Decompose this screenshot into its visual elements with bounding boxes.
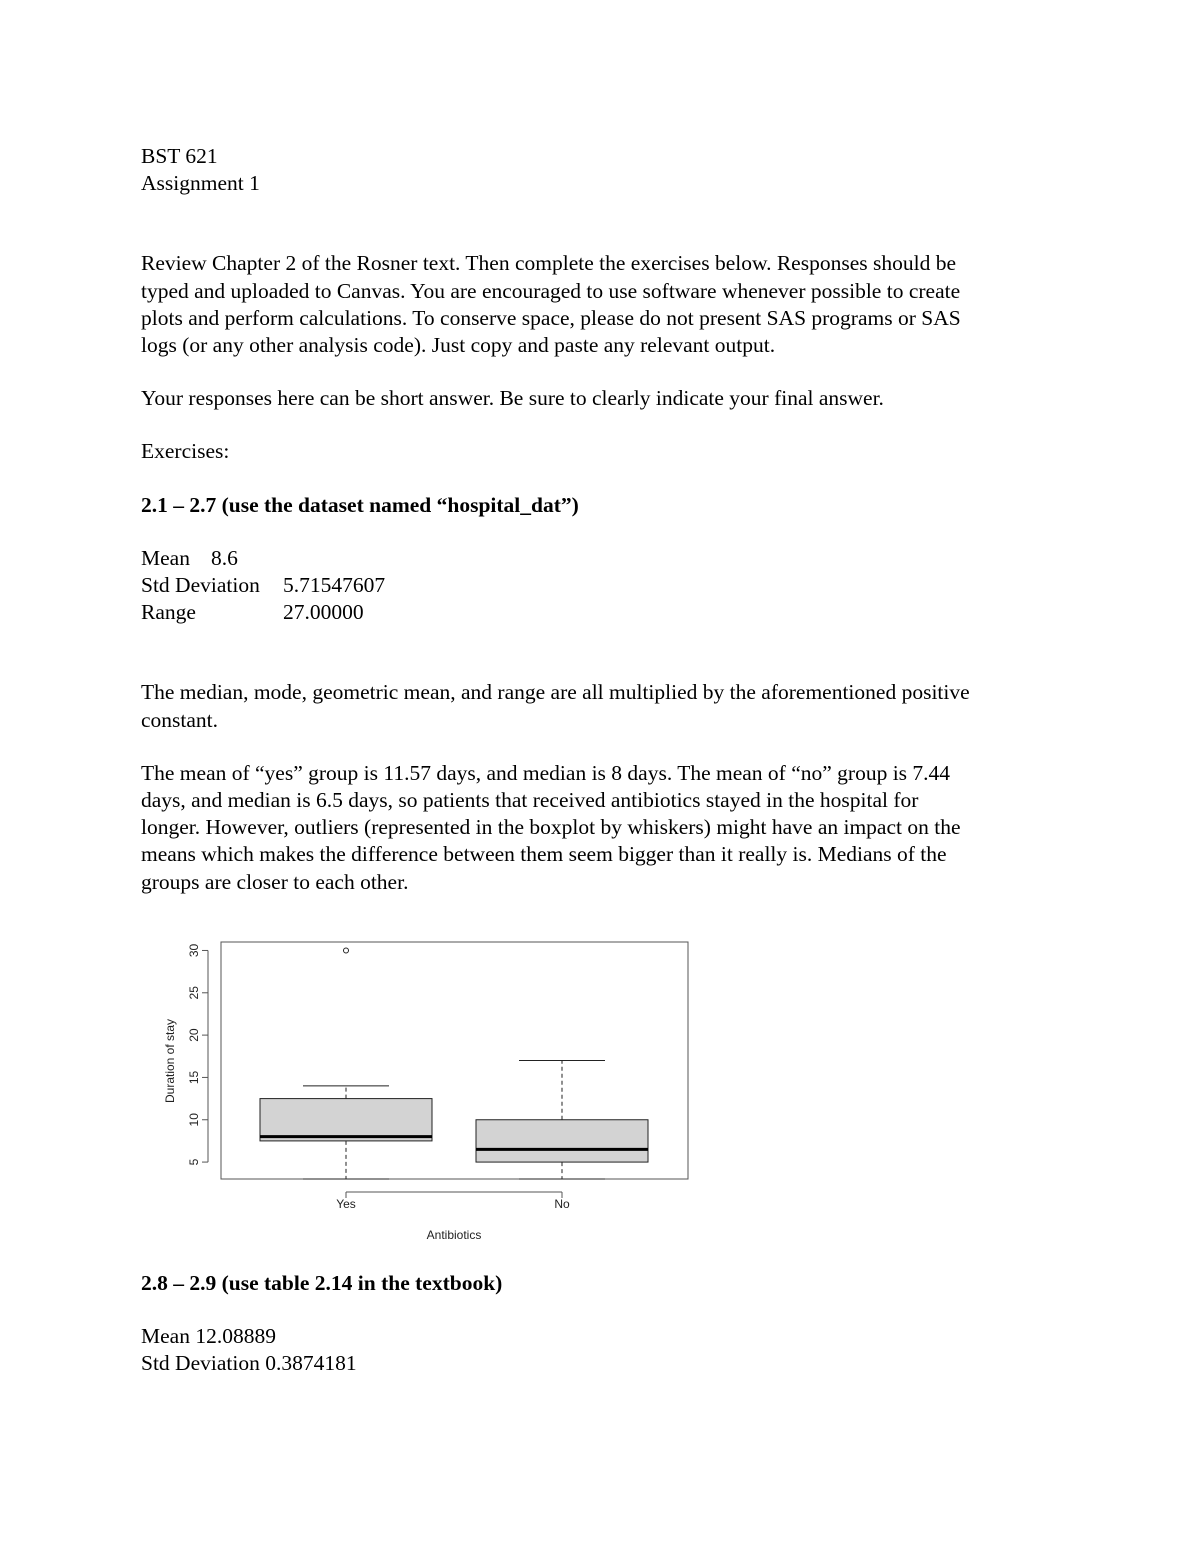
- y-tick-label: 30: [187, 943, 201, 958]
- answer-b-line-1: The mean of “yes” group is 11.57 days, and median is 8 days. The mean of “no” group is 7.44: [141, 760, 951, 785]
- y-tick-label: 10: [187, 1113, 201, 1127]
- boxplot-chart: [150, 930, 710, 1250]
- x-tick-label: No: [554, 1197, 570, 1211]
- section-1-heading: 2.1 – 2.7 (use the dataset named “hospital_dat”): [141, 492, 579, 517]
- exercises-label: Exercises:: [141, 439, 230, 464]
- y-axis-title: Duration of stay: [163, 1018, 177, 1104]
- mean-value: 8.6: [211, 545, 238, 570]
- sd-row: [141, 572, 1061, 599]
- course-title: BST 621: [141, 144, 218, 168]
- y-tick-label: 25: [187, 986, 201, 1000]
- box-no: [476, 1120, 648, 1162]
- range-label: Range: [141, 600, 196, 625]
- section-2-mean: Mean 12.08889: [141, 1324, 276, 1349]
- section-2-sd: Std Deviation 0.3874181: [141, 1351, 357, 1376]
- intro-line-2: typed and uploaded to Canvas. You are encouraged to use software whenever possible to create: [141, 278, 961, 303]
- intro-line-4: logs (or any other analysis code). Just copy and paste any relevant output.: [141, 333, 776, 358]
- outlier-point: [344, 948, 349, 953]
- short-answer-note: Your responses here can be short answer. Be sure to clearly indicate your final answer.: [141, 386, 884, 411]
- y-tick-label: 5: [187, 1158, 201, 1166]
- answer-b-line-2: days, and median is 6.5 days, so patients that received antibiotics stayed in the hospital for: [141, 788, 919, 813]
- x-tick-label: Yes: [336, 1197, 356, 1211]
- answer-a-line-1: The median, mode, geometric mean, and range are all multiplied by the aforementioned positive: [141, 680, 970, 705]
- intro-line-1: Review Chapter 2 of the Rosner text. Then complete the exercises below. Responses should be: [141, 251, 957, 276]
- x-axis-title: Antibiotics: [426, 1228, 482, 1242]
- mean-label: Mean: [141, 545, 190, 570]
- y-tick-label: 15: [187, 1070, 201, 1085]
- range-value: 27.00000: [283, 600, 364, 625]
- sd-value: 5.71547607: [283, 573, 386, 598]
- document-page: [141, 143, 1061, 896]
- mean-row: [141, 545, 1061, 572]
- section-2: [141, 1270, 502, 1378]
- sd-label: Std Deviation: [141, 573, 260, 598]
- assignment-title: Assignment 1: [141, 171, 260, 196]
- range-row: [141, 599, 1061, 626]
- y-tick-label: 20: [187, 1028, 201, 1042]
- section-2-heading: 2.8 – 2.9 (use table 2.14 in the textbook): [141, 1271, 503, 1295]
- answer-b-line-4: means which makes the difference between them seem bigger than it really is. Medians of the: [141, 842, 947, 867]
- answer-a-line-2: constant.: [141, 707, 219, 732]
- answer-b-line-3: longer. However, outliers (represented in the boxplot by whiskers) might have an impact on the: [141, 815, 961, 840]
- box-yes: [260, 1099, 432, 1141]
- answer-b-line-5: groups are closer to each other.: [141, 869, 409, 894]
- intro-line-3: plots and perform calculations. To conserve space, please do not present SAS programs or SAS: [141, 305, 961, 330]
